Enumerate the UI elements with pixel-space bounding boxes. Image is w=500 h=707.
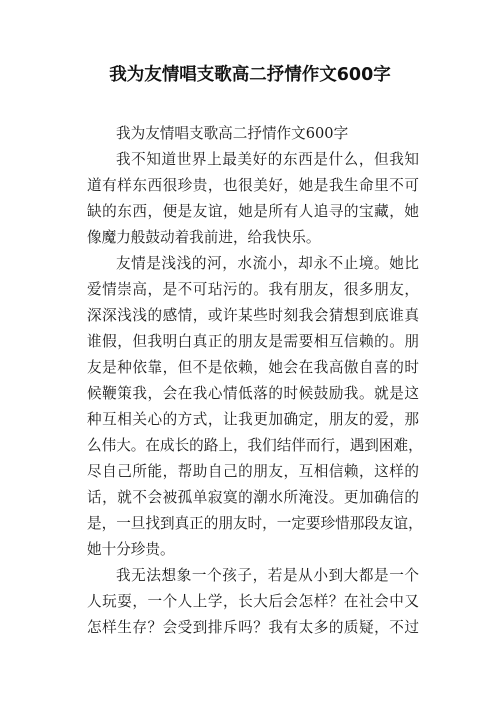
body-line: 人玩耍，一个人上学，长大后会怎样？在社会中又 (87, 593, 419, 610)
document-body (87, 121, 423, 641)
body-line: 友是种依靠，但不是依赖，她会在我高傲自喜的时 (87, 359, 419, 376)
body-line: 谁假，但我明白真正的朋友是需要相互信赖的。朋 (87, 333, 419, 350)
body-line: 缺的东西，便是友谊，她是所有人追寻的宝藏，她 (87, 203, 419, 220)
body-line: 话，就不会被孤单寂寞的潮水所淹没。更加确信的 (87, 489, 419, 506)
body-line: 种互相关心的方式，让我更加确定，朋友的爱，那 (87, 411, 419, 428)
body-line: 道有样东西很珍贵，也很美好，她是我生命里不可 (87, 177, 419, 194)
body-line: 么伟大。在成长的路上，我们结伴而行，遇到困难， (87, 437, 423, 454)
body-line: 像魔力般鼓动着我前进，给我快乐。 (87, 229, 321, 246)
body-line: 候鞭策我，会在我心情低落的时候鼓励我。就是这 (87, 385, 419, 402)
body-line: 我不知道世界上最美好的东西是什么，但我知 (116, 151, 419, 168)
body-line: 是，一旦找到真正的朋友时，一定要珍惜那段友谊， (87, 515, 423, 532)
document-title: 我为友情唱支歌高二抒情作文600字 (109, 65, 391, 85)
body-line: 我为友情唱支歌高二抒情作文600字 (116, 125, 349, 142)
body-line: 爱情崇高，是不可玷污的。我有朋友，很多朋友， (87, 281, 419, 298)
body-line: 深深浅浅的感情，或许某些时刻我会猜想到底谁真 (87, 307, 419, 324)
body-line: 我无法想象一个孩子，若是从小到大都是一个 (116, 567, 419, 584)
body-line: 尽自己所能，帮助自己的朋友，互相信赖，这样的 (87, 463, 419, 480)
body-line: 怎样生存？会受到排斥吗？我有太多的质疑，不过 (87, 619, 419, 636)
body-line: 她十分珍贵。 (87, 541, 175, 558)
body-line: 友情是浅浅的河，水流小，却永不止境。她比 (116, 255, 419, 272)
